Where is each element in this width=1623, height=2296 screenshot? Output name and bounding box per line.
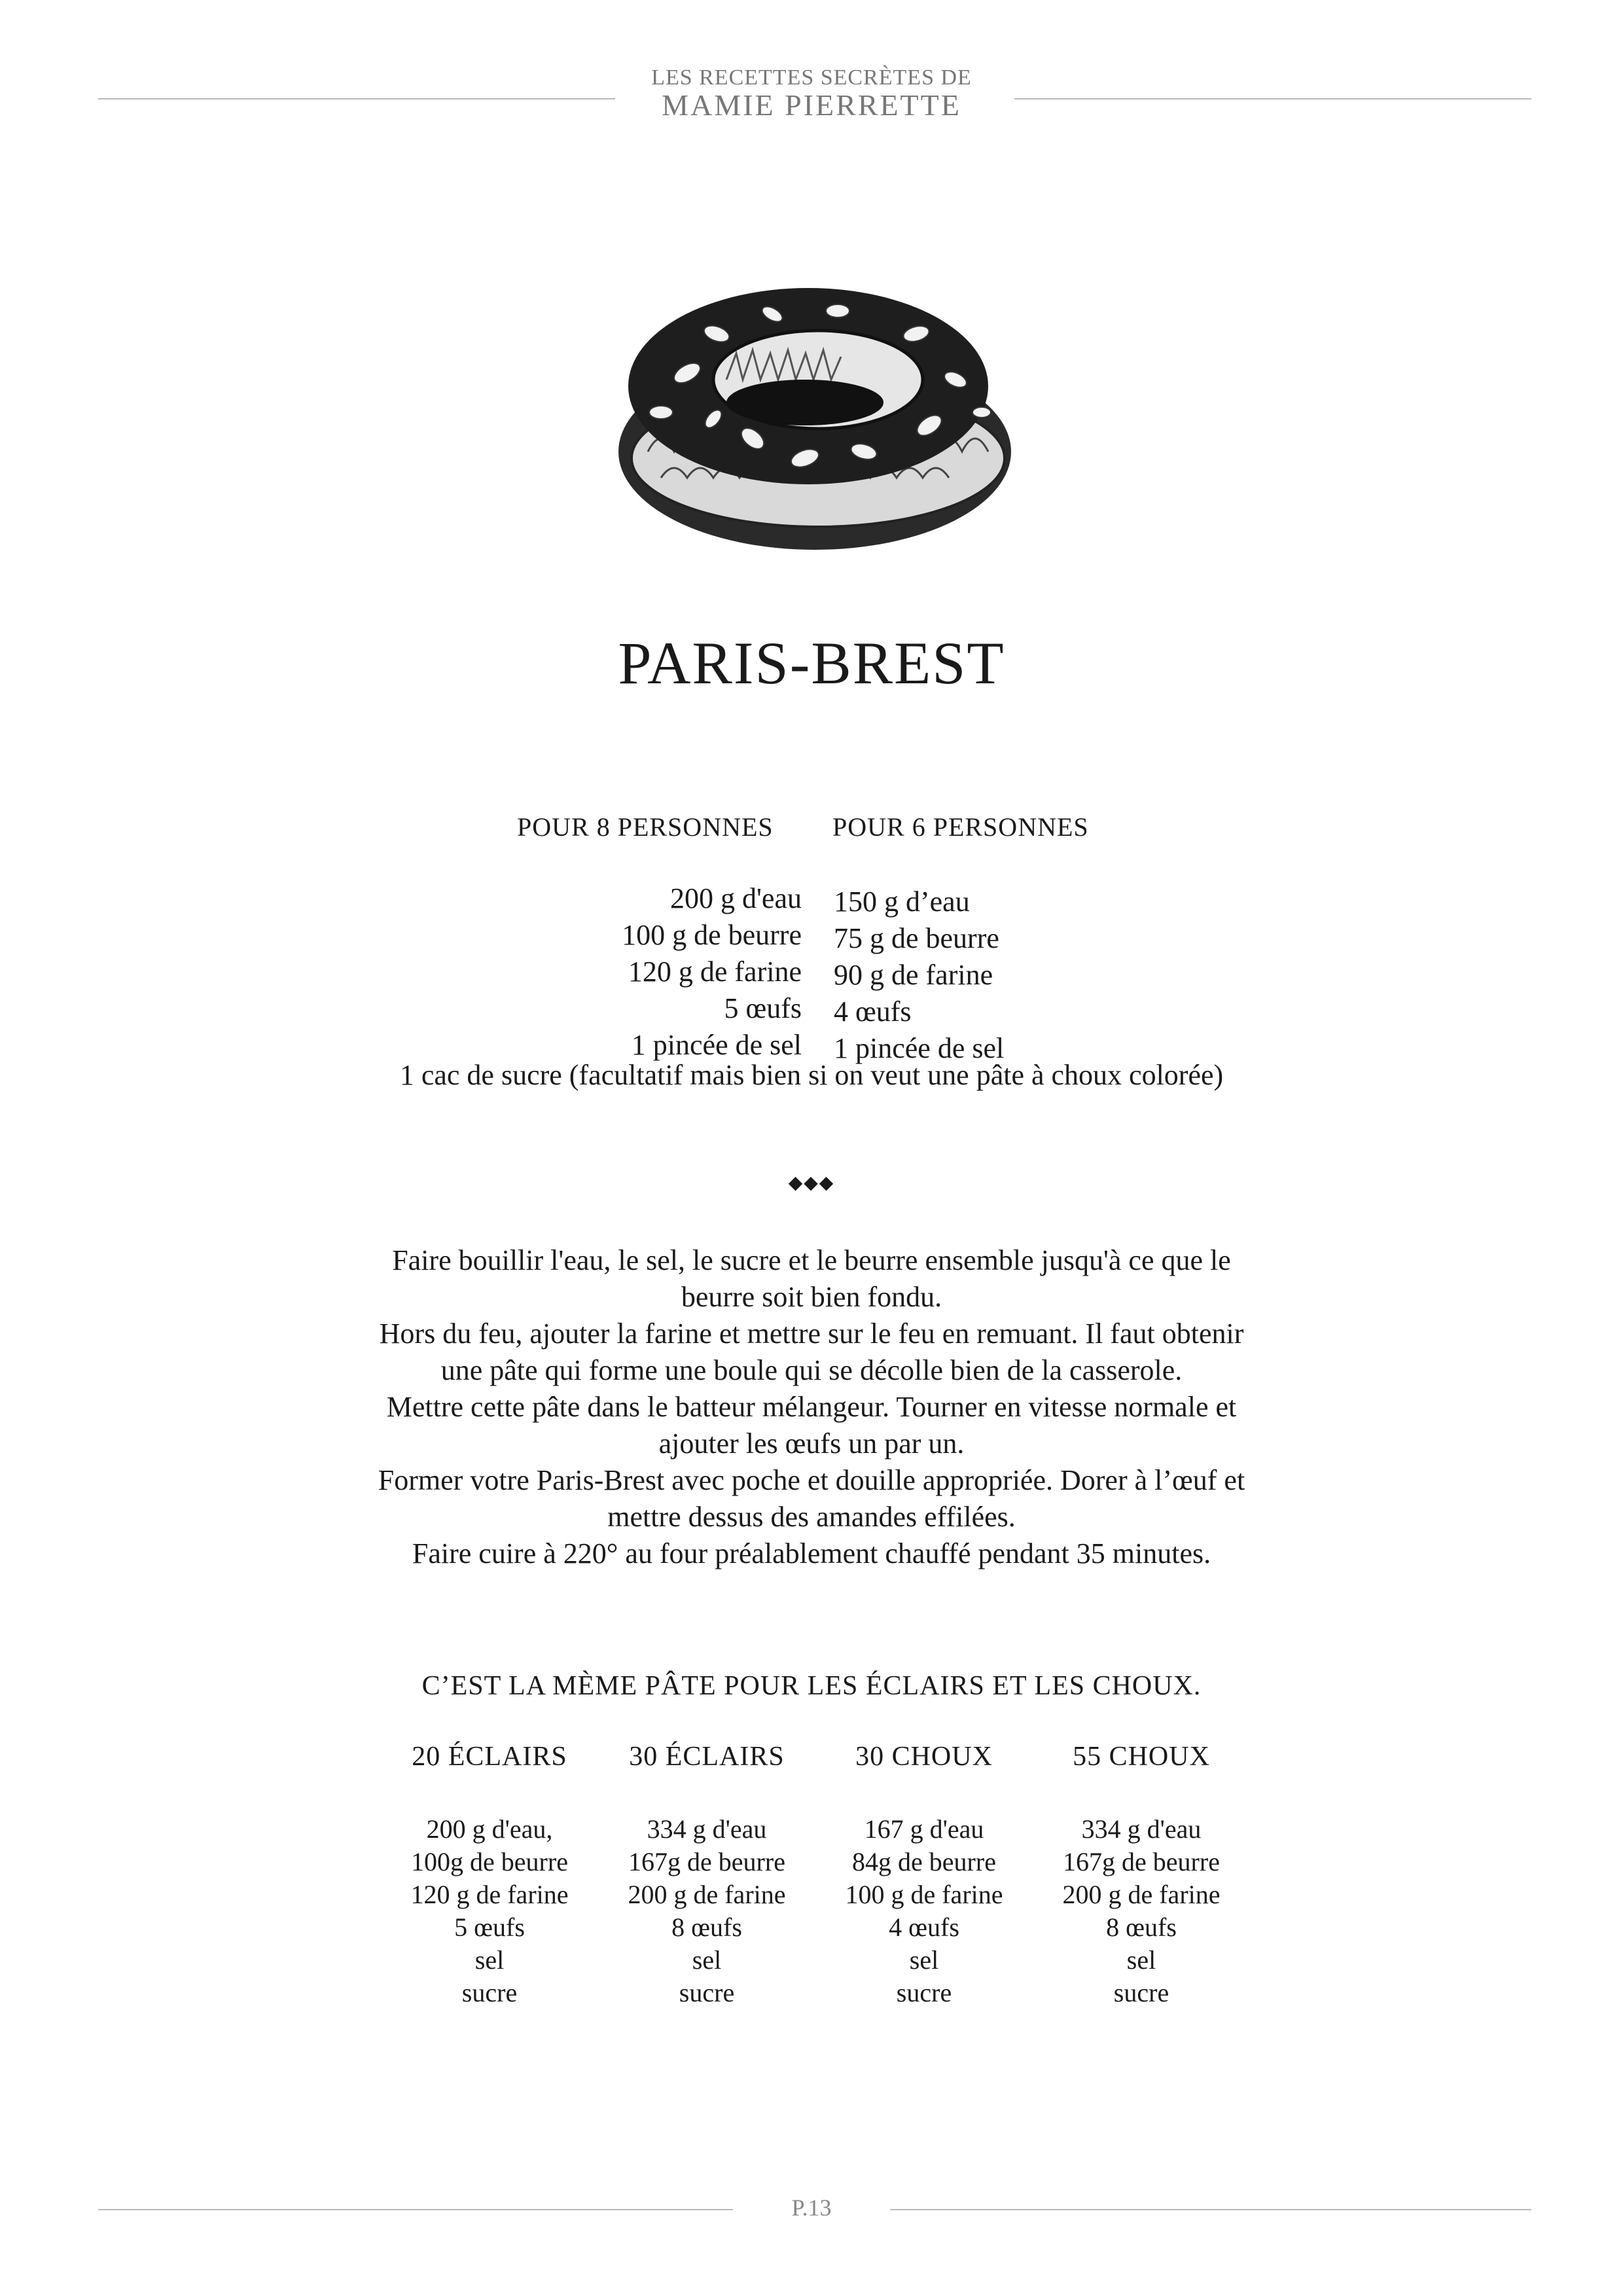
method-step: Mettre cette pâte dans le batteur mélangeur. Tourner en vitesse normale et ajouter les œufs un par un. (386, 1391, 1237, 1460)
method-step: Hors du feu, ajouter la farine et mettre sur le feu en remuant. Il faut obtenir une pâte qui forme une boule qui se décolle bien de la casserole. (379, 1318, 1244, 1386)
variant-heading: 55 CHOUX (1073, 1742, 1210, 1772)
variant-item: 200 g de farine (628, 1880, 786, 1909)
variant-item: 120 g de farine (410, 1880, 569, 1909)
variant-item: 334 g d'eau (647, 1814, 767, 1844)
variant-heading: 30 ÉCLAIRS (629, 1742, 785, 1772)
variant-item: 200 g d'eau, (426, 1814, 553, 1844)
variant-20-eclairs (385, 1741, 594, 2009)
variant-item: sel (692, 1945, 722, 1975)
variant-item: sucre (1113, 1978, 1169, 2007)
variant-item: 8 œufs (1106, 1912, 1177, 1942)
separator-ornament: ◆◆◆ (788, 1173, 835, 1193)
variant-item: 167 g d'eau (864, 1814, 984, 1844)
variant-item: 5 œufs (454, 1912, 525, 1942)
servings-heading-8: POUR 8 PERSONNES (517, 812, 774, 842)
variant-item: 4 œufs (889, 1912, 959, 1942)
variant-heading: 20 ÉCLAIRS (412, 1742, 567, 1772)
ingredients-6-list (834, 884, 1004, 1067)
variant-item: 334 g d'eau (1081, 1814, 1202, 1844)
ingredient: 90 g de farine (834, 959, 993, 991)
variant-item: 8 œufs (671, 1912, 742, 1942)
brand-line-2: MAMIE PIERRETTE (662, 88, 961, 122)
method-step: Faire bouillir l'eau, le sel, le sucre et le beurre ensemble jusqu'à ce que le beurre soit bien fondu. (392, 1244, 1231, 1313)
footer-rule-left (98, 2209, 733, 2210)
page-number: P.13 (791, 2195, 832, 2221)
ingredient: 5 œufs (724, 992, 802, 1024)
method-step: Former votre Paris-Brest avec poche et douille appropriée. Dorer à l’œuf et mettre dessus des amandes effilées. (378, 1464, 1245, 1533)
recipe-title: PARIS-BREST (618, 630, 1005, 696)
variant-item: 100g de beurre (411, 1847, 568, 1876)
variant-item: 200 g de farine (1062, 1880, 1221, 1909)
variant-item: 167g de beurre (628, 1847, 785, 1876)
variant-item: sucre (461, 1978, 518, 2007)
brand-line-1: LES RECETTES SECRÈTES DE (651, 65, 972, 90)
ingredient: 200 g d'eau (670, 882, 802, 914)
ingredients-8-list (622, 880, 802, 1064)
variant-item: sel (474, 1945, 505, 1975)
variant-item: sel (909, 1945, 939, 1975)
ingredient: 4 œufs (834, 996, 912, 1028)
variant-item: 84g de beurre (852, 1847, 996, 1876)
ingredient: 1 pincée de sel (834, 1032, 1005, 1064)
sugar-note: 1 cac de sucre (facultatif mais bien si on veut une pâte à choux colorée) (399, 1059, 1224, 1091)
ingredient: 150 g d’eau (834, 886, 970, 918)
ingredient: 120 g de farine (628, 956, 802, 988)
ingredient: 1 pincée de sel (631, 1029, 802, 1061)
variant-item: sel (1126, 1945, 1156, 1975)
ingredient: 75 g de beurre (834, 922, 999, 954)
brand-logo (615, 67, 1008, 120)
servings-heading-6: POUR 6 PERSONNES (832, 812, 1089, 842)
variant-heading: 30 CHOUX (855, 1742, 993, 1772)
method-step: Faire cuire à 220° au four préalablement chauffé pendant 35 minutes. (412, 1537, 1211, 1570)
variant-55-choux (1037, 1741, 1246, 2009)
footer-rule-right (890, 2209, 1531, 2210)
same-dough-note: C’EST LA MÈME PÂTE POUR LES ÉCLAIRS ET LES CHOUX. (421, 1671, 1202, 1701)
variant-item: 167g de beurre (1063, 1847, 1220, 1876)
ingredient: 100 g de beurre (622, 919, 802, 951)
variant-item: 100 g de farine (845, 1880, 1003, 1909)
method-text (373, 1242, 1250, 1572)
paris-brest-illustration (589, 262, 1034, 576)
variant-30-choux (819, 1741, 1029, 2009)
header-rule-left (98, 98, 615, 99)
variant-item: sucre (896, 1978, 952, 2007)
variant-item: sucre (679, 1978, 735, 2007)
header-rule-right (1014, 98, 1531, 99)
variant-30-eclairs (602, 1741, 812, 2009)
